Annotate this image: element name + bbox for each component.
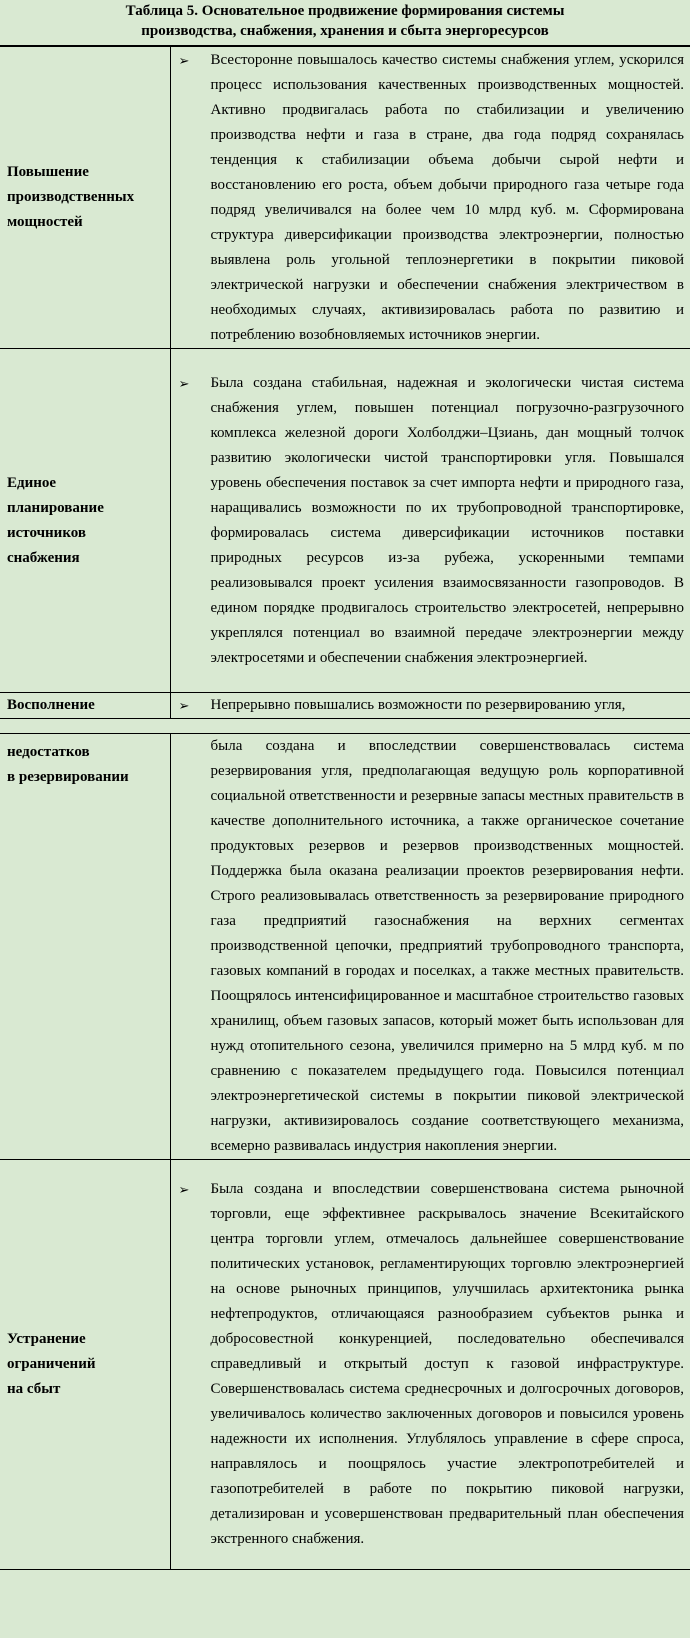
row-label	[0, 1160, 170, 1570]
caption-line-2: производства, снабжения, хранения и сбыта энергоресурсов	[141, 23, 549, 39]
label-line: недостатков	[7, 744, 90, 760]
table-row	[0, 1160, 690, 1570]
row-label	[0, 349, 170, 693]
row-content	[170, 47, 690, 349]
row-text: Непрерывно повышались возможности по резервированию угля,	[210, 697, 626, 713]
arrow-bullet-icon: ➢	[178, 52, 190, 68]
row-label	[0, 47, 170, 349]
table-caption	[0, 0, 690, 46]
arrow-bullet-icon: ➢	[178, 375, 190, 391]
row-text: Была создана стабильная, надежная и экологически чистая система снабжения углем, повышен потенциал погрузочно-разгрузочного комплекса железной дороги Холболджи–Цзиань, дан мощный толчок развитию экологически чистой транспортировки угля. Повышался уровень обеспечения поставок за счет импорта нефти и природного газа, наращивались возможности по их трубопроводной транспортировке, формировалась система диверсификации источников поставки природных ресурсов из-за рубежа, ускоренными темпами реализовывался проект усиления взаимосвязанности газопроводов. В едином порядке продвигалось строительство электросетей, непрерывно укреплялся потенциал во взаимной передаче электроэнергии между электросетями и обеспечении снабжения электроэнергией.	[210, 374, 684, 666]
row-content	[170, 693, 690, 719]
label-line: источников	[7, 524, 86, 541]
caption-line-1: Таблица 5. Основательное продвижение формирования системы	[125, 3, 565, 19]
row-label	[0, 693, 170, 719]
energy-table	[0, 46, 690, 1570]
row-text: была создана и впоследствии совершенствовалась система резервирования угля, предполагающая ведущую роль корпоративной социальной ответственности и резервные запасы местных правительств в качестве дополнительного источника, а также органическое сочетание продуктовых резервов и резервов производственных мощностей. Поддержка была оказана реализации проектов резервирования нефти. Строго реализовывалась ответственность за резервирование природного газа предприятий газоснабжения на верхних сегментах производственной цепочки, предприятий трубопроводного транспорта, газовых компаний в городах и поселках, а также местных правительств. Поощрялось интенсифицированное и масштабное строительство газовых хранилищ, объем газовых запасов, который может быть использован для нужд отопительного сезона, увеличился примерно на 5 млрд куб. м по сравнению с показателем предыдущего года. Повысился потенциал электроэнергетической системы в покрытии пиковой электрической нагрузки, активизировалось создание соответствующего механизма, всемерно развивалась индустрия накопления энергии.	[210, 738, 684, 1154]
row-text: Была создана и впоследствии совершенствована система рыночной торговли, еще эффективнее раскрывалось значение Всекитайского центра торговли углем, отмечалось дальнейшее совершенствование политических установок, регламентирующих торговлю электроэнергией на основе рыночных принципов, улучшилась архитектоника рынка нефтепродуктов, отличающаяся разнообразием субъектов рынка и добросовестной конкуренцией, последовательно обеспечивался справедливый и открытый доступ к газовой инфраструктуре. Совершенствовалась система среднесрочных и долгосрочных договоров, увеличивалось количество заключенных договоров и повысился уровень надежности их исполнения. Углублялось управление в сфере спроса, направлялось и поощрялось участие электропотребителей и газопотребителей в работе по покрытию пиковой нагрузки, детализирован и усовершенствован предварительный план обеспечения экстренного снабжения.	[210, 1181, 684, 1547]
label-line: на сбыт	[7, 1381, 61, 1397]
row-content	[170, 734, 690, 1160]
label-line: планирование	[7, 499, 104, 516]
page-break-gap	[0, 719, 690, 734]
label-line: мощностей	[7, 214, 83, 230]
label-line: производственных	[7, 189, 135, 205]
row-content	[170, 349, 690, 693]
row-label	[0, 734, 170, 1160]
row-content	[170, 1160, 690, 1570]
label-line: Восполнение	[7, 697, 95, 713]
label-line: ограничений	[7, 1356, 96, 1372]
arrow-bullet-icon: ➢	[178, 698, 190, 713]
label-line: Устранение	[7, 1331, 86, 1347]
label-line: в резервировании	[7, 769, 129, 785]
arrow-bullet-icon: ➢	[178, 1182, 190, 1197]
table-row	[0, 47, 690, 349]
label-line: снабжения	[7, 549, 80, 566]
row-text: Всесторонне повышалось качество системы снабжения углем, ускорился процесс использования качественных производственных мощностей. Активно продвигалась работа по стабилизации и увеличению производства нефти и газа в стране, два года подряд сохранялась тенденция к стабилизации объема добычи сырой нефти и восстановлению его роста, объем добычи природного газа четыре года подряд увеличивался на более чем 10 млрд куб. м. Сформирована структура диверсификации производства электроэнергии, полностью выявлена роль угольной теплоэнергетики в покрытии пиковой электрической нагрузки и обеспечении снабжения электричеством в необходимых случаях, активизировалась работа по развитию и потреблению возобновляемых источников энергии.	[210, 51, 684, 343]
label-line: Единое	[7, 474, 57, 491]
table-row	[0, 693, 690, 719]
table-row	[0, 349, 690, 693]
label-line: Повышение	[7, 164, 89, 180]
table-row	[0, 734, 690, 1160]
